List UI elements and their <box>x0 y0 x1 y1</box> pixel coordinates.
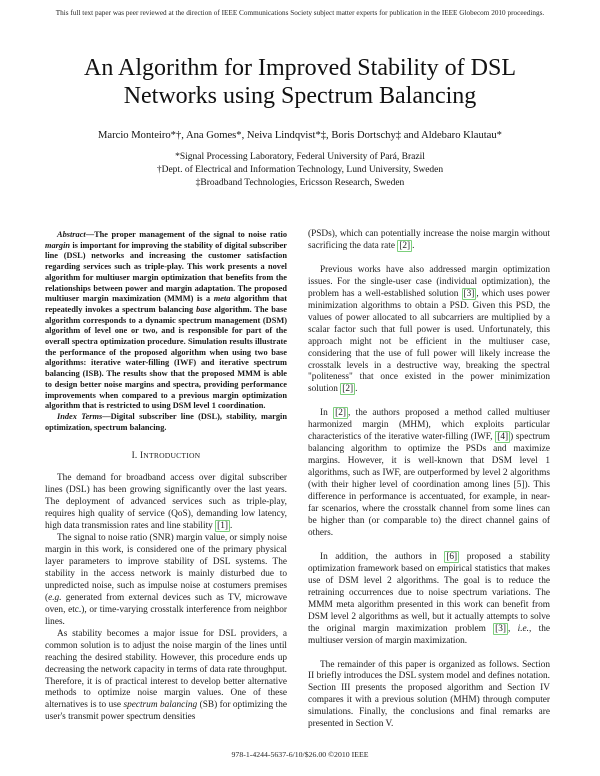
citation-link[interactable]: [2] <box>342 384 354 395</box>
author-list: Marcio Monteiro*†, Ana Gomes*, Neiva Lindqvist*‡, Boris Dortschy‡ and Aldebaro Klautau* <box>98 130 502 141</box>
intro-paragraph-5: In [2] , the authors proposed a method called multiuser harmonized margin (MHM), which exploits particular characteristics of the iterative water-filling (IWF, [4] ) spectrum balancing algorithm to optimize the PSDs and maximize margins. However, it is well-known that DSM level 1 algorithms, such as IWF, are outperformed by level 2 algorithms (with their higher level of coordination among lines [5]). This difference in performance is accentuated, for example, in near-far scenarios, where the crosstalk channel from some lines can be higher than (or comparable to) the direct channel gains of others. <box>308 408 551 538</box>
abstract-emph-base: base <box>196 304 212 314</box>
affiliation-3: ‡Broadband Technologies, Ericsson Research, Sweden <box>195 178 405 188</box>
citation-link[interactable]: [1] <box>217 521 228 532</box>
abstract-label: Abstract <box>57 230 86 239</box>
copyright-footer: 978-1-4244-5637-6/10/$26.00 ©2010 IEEE <box>231 750 369 759</box>
index-terms-label: Index Terms <box>57 411 103 421</box>
affiliation-1: *Signal Processing Laboratory, Federal University of Pará, Brazil <box>175 152 425 162</box>
abstract <box>45 230 287 412</box>
abstract-emph-margin: margin <box>45 240 71 250</box>
affiliation-2: †Dept. of Electrical and Information Technology, Lund University, Sweden <box>156 165 444 175</box>
abstract-text: algorithm. The base algorithm corresponds to a dynamic spectrum management (DSM) algorithm of level one or two, and is responsible for part of the overall spectra optimization procedure. Simulation results illustrate the performance of the proposed algorithm when using two base algorithms: iterative water-filling (IWF) and iterative spectrum balancing (ISB). The results show that the proposed MMM is able to design better noise margins and spectra, providing performance improvements when compared to a previous margin optimization algorithm that is restricted to using DSM level 1 coordination. <box>45 304 287 411</box>
abstract-text: algorithm that repeatedly invokes a spectrum balancing <box>45 294 287 314</box>
intro-paragraph-3: As stability becomes a major issue for DSL providers, a common solution is to adjust the noise margin of the lines until reaching the desired stability. However, this procedure ends up decreasing the network capacity in terms of data rate throughput. Therefore, it is of practical interest to develop better alternative methods to optimize noise margin values. One of these alternatives is to use spectrum balancing (SB) for optimizing the user's transmit power spectrum densities <box>45 628 287 723</box>
index-terms-text: —Digital subscriber line (DSL), stability, margin optimization, spectrum balancing. <box>45 411 287 432</box>
left-column <box>45 230 287 724</box>
paper-title: An Algorithm for Improved Stability of DSL Networks using Spectrum Balancing <box>84 55 516 109</box>
citation-link[interactable]: [3] <box>463 288 475 299</box>
intro-paragraph-4: Previous works have also addressed margin optimization issues. For the single-user case (individual optimization), the problem has a well-established solution [3] , which uses power minimization algorithms to obtain a PSD. Given this PSD, the values of power allocated to all subcarriers are multiplied by a scalar factor such that full power is used. Unfortunately, this approach might not be efficient in the multiuser case, considering that the use of full power will likely increase the crosstalk levels in a destructive way, breaking the spectral "politeness" that once existed in the power minimization solution [2] . <box>308 264 551 395</box>
section-numeral: I. <box>131 451 140 462</box>
citation-link[interactable]: [2] <box>399 240 411 251</box>
abstract-emph-meta: meta <box>213 294 231 304</box>
index-terms <box>45 412 287 433</box>
right-column <box>308 229 550 731</box>
intro-paragraph-2: The signal to noise ratio (SNR) margin value, or simply noise margin in this work, is considered one of the primary physical layer parameters to improve stability of DSL systems. The stability in the access network is mainly disturbed due to unpredicted noise, such as impulse noise at costumers premises (e.g. generated from external devices such as TV, microwave oven, etc.), or time-varying crosstalk interference from neighbor lines. <box>45 533 287 627</box>
intro-paragraph-7: The remainder of this paper is organized as follows. Section II briefly introduces the DSL system model and defines notation. Section III presents the proposed algorithm and Section IV compares it with a previous solution (MHM) through computer simulations. Finally, the conclusions and final remarks are presented in Section V. <box>308 659 550 730</box>
citation-link[interactable]: [2] <box>335 408 346 419</box>
section-heading-introduction <box>45 450 287 463</box>
intro-paragraph-6: In addition, the authors in [6] proposed a stability optimization framework based on empirical statistics that makes use of DSM level 2 algorithms. The goal is to reduce the retraining occurrences due to noise spectrum variations. The MMM meta algorithm presented in this work can benefit from DSM level 2 algorithms as well, but it actually attempts to solve the original margin maximization problem [3] , i.e., the multiuser version of margin maximization. <box>308 551 551 646</box>
section-title-rest: NTRODUCTION <box>143 451 201 461</box>
abstract-text: is important for improving the stability of digital subscriber line (DSL) networks and increasing the customer satisfaction regarding services such as triple-play. This work presents a novel algorithm for multiuser margin optimization that benefits from the relationships between power and margin adaptation. The proposed multiuser margin maximization (MMM) is a <box>45 240 287 304</box>
section-title-initial: I <box>140 451 144 462</box>
intro-paragraph-3-continued: (PSDs), which can potentially increase the noise margin without sacrificing the data rate [2] . <box>308 229 550 251</box>
citation-link[interactable]: [6] <box>446 551 458 562</box>
citation-link[interactable]: [4] <box>497 432 509 443</box>
abstract-text: —The proper management of the signal to noise ratio <box>85 230 287 239</box>
intro-paragraph-1: The demand for broadband access over digital subscriber lines (DSL) has been growing significantly over the last years. The deployment of advanced services such as triple-play, requires high quality of service (QoS), demanding low latency, high data transmission rates and line stability [1] . <box>45 473 287 532</box>
citation-link[interactable]: [3] <box>495 623 506 634</box>
peer-review-note: This full text paper was peer reviewed at the direction of IEEE Communications Society subject matter experts for publication in the IEEE Globecom 2010 proceedings. <box>55 9 545 17</box>
